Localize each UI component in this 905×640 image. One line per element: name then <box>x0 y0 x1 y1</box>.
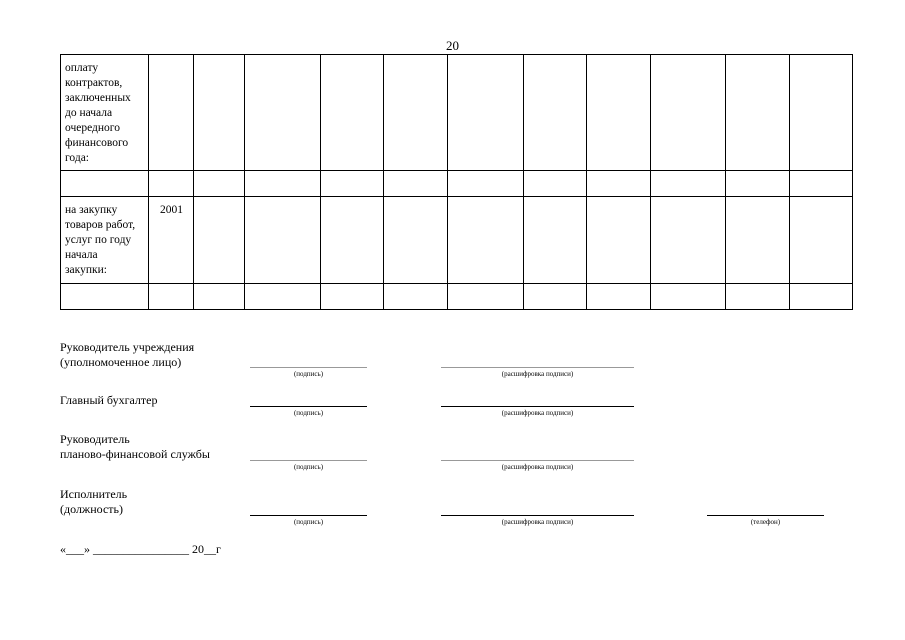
table-row <box>61 284 853 310</box>
executor-sign-line[interactable] <box>250 514 367 516</box>
executor-decode-line[interactable] <box>441 514 634 516</box>
date-line: «___» ________________ 20__г <box>60 542 221 556</box>
head-label: Руководитель учреждения (уполномоченное лицо) <box>60 340 195 369</box>
row-code <box>149 55 194 171</box>
executor-sign-caption: (подпись) <box>293 518 324 526</box>
head-decode-caption: (расшифровка подписи) <box>501 370 574 378</box>
finance-decode-caption: (расшифровка подписи) <box>501 463 574 471</box>
finance-decode-line[interactable] <box>441 459 634 461</box>
finance-sign-line[interactable] <box>250 459 367 461</box>
page-number: 20 <box>446 38 459 53</box>
accountant-sign-line[interactable] <box>250 405 367 407</box>
finance-sign-caption: (подпись) <box>293 463 324 471</box>
row-label <box>61 284 149 310</box>
table-row <box>61 55 853 171</box>
row-code <box>149 284 194 310</box>
accountant-label: Главный бухгалтер <box>60 393 158 407</box>
executor-decode-caption: (расшифровка подписи) <box>501 518 574 526</box>
accountant-sign-caption: (подпись) <box>293 409 324 417</box>
row-label: оплату контрактов, заключенных до начала очередного финансового года: <box>61 55 149 171</box>
executor-label: Исполнитель (должность) <box>60 487 128 516</box>
table-row <box>61 171 853 197</box>
executor-phone-caption: (телефон) <box>750 518 781 526</box>
row-code: 2001 <box>149 197 194 284</box>
row-label <box>61 171 149 197</box>
row-label: на закупку товаров работ, услуг по году начала закупки: <box>61 197 149 284</box>
head-decode-line[interactable] <box>441 366 634 368</box>
accountant-decode-caption: (расшифровка подписи) <box>501 409 574 417</box>
executor-phone-line[interactable] <box>707 514 824 516</box>
table-row <box>61 197 853 284</box>
head-sign-caption: (подпись) <box>293 370 324 378</box>
accountant-decode-line[interactable] <box>441 405 634 407</box>
finance-label: Руководитель планово-финансовой службы <box>60 432 210 461</box>
row-code <box>149 171 194 197</box>
budget-table <box>60 54 853 310</box>
head-sign-line[interactable] <box>250 366 367 368</box>
